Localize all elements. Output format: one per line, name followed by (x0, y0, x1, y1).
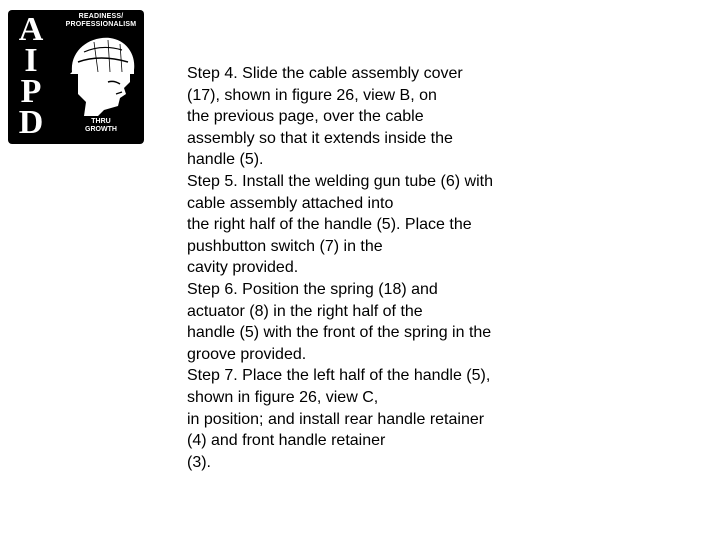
instruction-text (187, 63, 547, 473)
logo-motto-bottom: THRU GROWTH (85, 118, 117, 133)
logo-letters (8, 10, 54, 144)
text-line: actuator (8) in the right half of the (187, 302, 423, 320)
text-line: Step 6. Position the spring (18) and (187, 280, 438, 298)
text-line: shown in figure 26, view C, (187, 388, 379, 406)
aipd-logo (8, 10, 144, 144)
text-line: (17), shown in figure 26, view B, on (187, 86, 437, 104)
logo-emblem (58, 10, 144, 144)
text-line: handle (5). (187, 151, 264, 169)
text-line: (3). (187, 453, 211, 471)
text-line: cable assembly attached into (187, 194, 394, 212)
soldier-head-icon (64, 32, 138, 116)
text-line: Step 4. Slide the cable assembly cover (187, 65, 463, 82)
text-line: Step 5. Install the welding gun tube (6) with (187, 172, 493, 190)
text-line: the right half of the handle (5). Place the (187, 216, 472, 234)
text-line: handle (5) with the front of the spring in the (187, 324, 492, 342)
logo-letter-i: I (24, 42, 38, 79)
text-line: groove provided. (187, 345, 307, 363)
text-line: in position; and install rear handle retainer (187, 410, 485, 428)
text-line: assembly so that it extends inside the (187, 129, 453, 147)
logo-motto-top: READINESS/ PROFESSIONALISM (65, 13, 137, 28)
text-line: cavity provided. (187, 259, 299, 277)
text-line: Step 7. Place the left half of the handle (5), (187, 367, 491, 385)
text-line: the previous page, over the cable (187, 108, 424, 126)
text-line: (4) and front handle retainer (187, 432, 386, 450)
logo-letter-a: A (18, 11, 44, 48)
text-line: pushbutton switch (7) in the (187, 237, 383, 255)
logo-letter-d: D (18, 104, 44, 141)
logo-letter-p: P (20, 73, 42, 110)
